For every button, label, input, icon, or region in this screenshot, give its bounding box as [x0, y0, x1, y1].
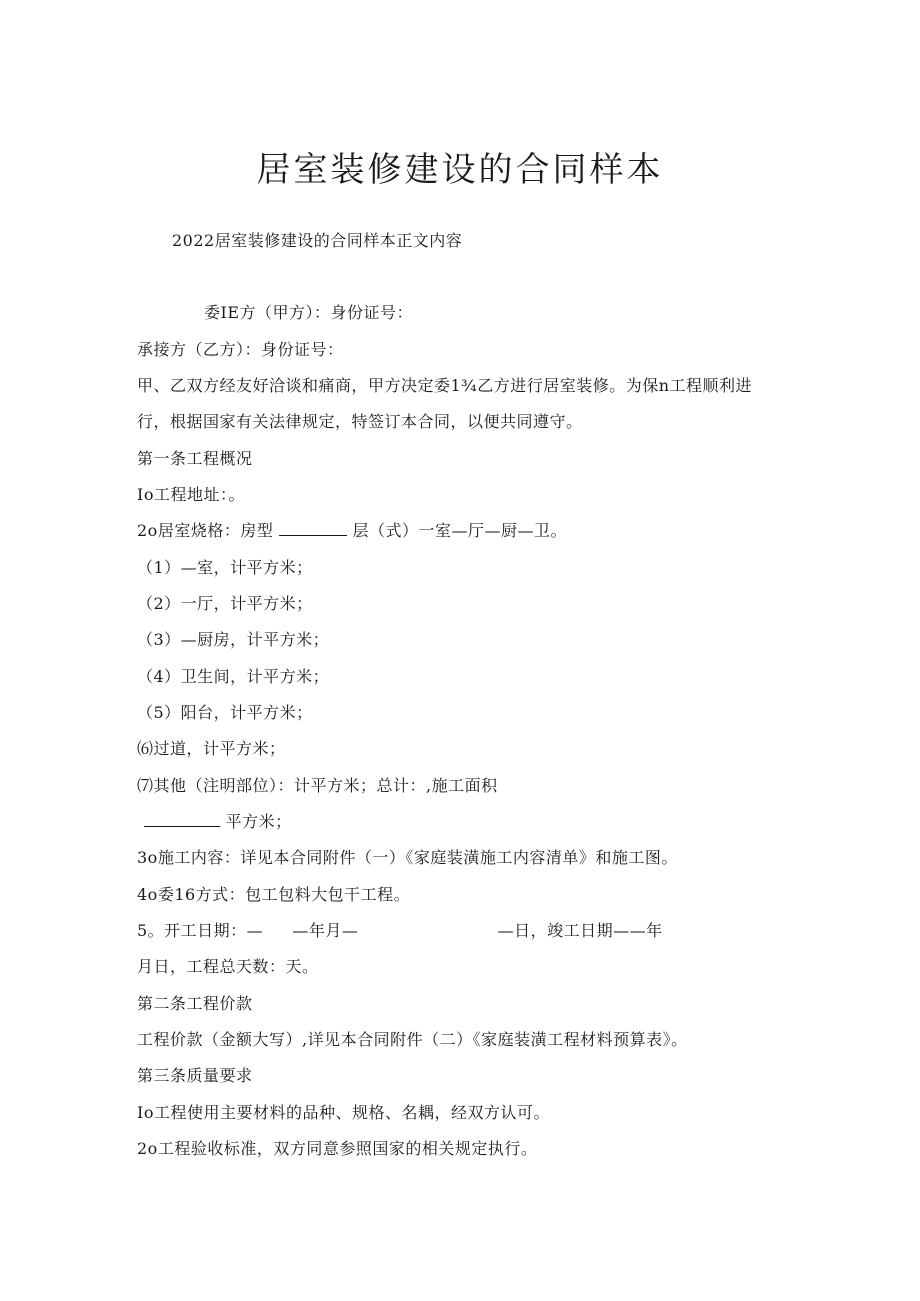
room-spec-rest: 层（式）一室—厅—厨—卫。 — [352, 521, 568, 540]
room-type-blank — [279, 519, 347, 536]
start-date-month: —年月— — [292, 921, 359, 940]
contract-method-line: 4o委16方式：包工包料大包干工程。 — [137, 885, 411, 904]
schedule-line — [137, 919, 663, 943]
construction-area-unit: 平方米； — [225, 812, 292, 831]
room-item-6: ⑹过道，计平方米； — [137, 739, 286, 758]
acceptance-line: 2o工程验收标准，双方同意参照国家的相关规定执行。 — [137, 1139, 538, 1158]
construction-area-line — [144, 810, 292, 834]
room-item-5: （5）阳台，计平方米； — [137, 703, 313, 722]
completion-date-label: —日，竣工日期——年 — [497, 921, 663, 940]
article-3-heading: 第三条质量要求 — [137, 1066, 253, 1085]
construction-content-line: 3o施工内容：详见本合同附件（一）《家庭装潢施工内容清单》和施工图。 — [137, 848, 678, 867]
party-b-line: 承接方（乙方）：身份证号： — [137, 340, 344, 359]
room-item-1: （1）—室，计平方米； — [137, 558, 313, 577]
materials-line: Io工程使用主要材料的品种、规格、名耦，经双方认可。 — [137, 1103, 550, 1122]
total-days-line: 月日，工程总天数：天。 — [137, 957, 319, 976]
preamble-line-2: 行，根据国家有关法律规定，特签订本合同，以便共同遵守。 — [137, 412, 583, 431]
room-spec-line — [137, 519, 567, 543]
room-item-4: （4）卫生间，计平方米； — [137, 667, 330, 686]
start-date-label: 5。开工日期：— — [137, 921, 264, 940]
article-2-heading: 第二条工程价款 — [137, 994, 253, 1013]
room-spec-label: 2o居室烧格：房型 — [137, 521, 274, 540]
document-title: 居室装修建设的合同样本 — [256, 150, 664, 190]
document-subtitle: 2022居室装修建设的合同样本正文内容 — [172, 231, 463, 250]
article-1-heading: 第一条工程概况 — [137, 449, 253, 468]
project-price-line: 工程价款（金额大写）,详见本合同附件（二）《家庭装潢工程材料预算表》。 — [137, 1030, 688, 1049]
room-item-7: ⑺其他（注明部位）：计平方米；总计：,施工面积 — [137, 776, 498, 795]
project-address-line: Io工程地址：。 — [137, 485, 245, 504]
room-item-3: （3）—厨房，计平方米； — [137, 630, 330, 649]
party-a-line: 委IE方（甲方）：身份证号： — [204, 303, 414, 322]
preamble-line-1: 甲、乙双方经友好洽谈和痛商，甲方决定委1¾乙方进行居室装修。为保n工程顺利进 — [137, 376, 752, 395]
room-item-2: （2）一厅，计平方米； — [137, 594, 313, 613]
construction-area-blank — [144, 810, 220, 827]
